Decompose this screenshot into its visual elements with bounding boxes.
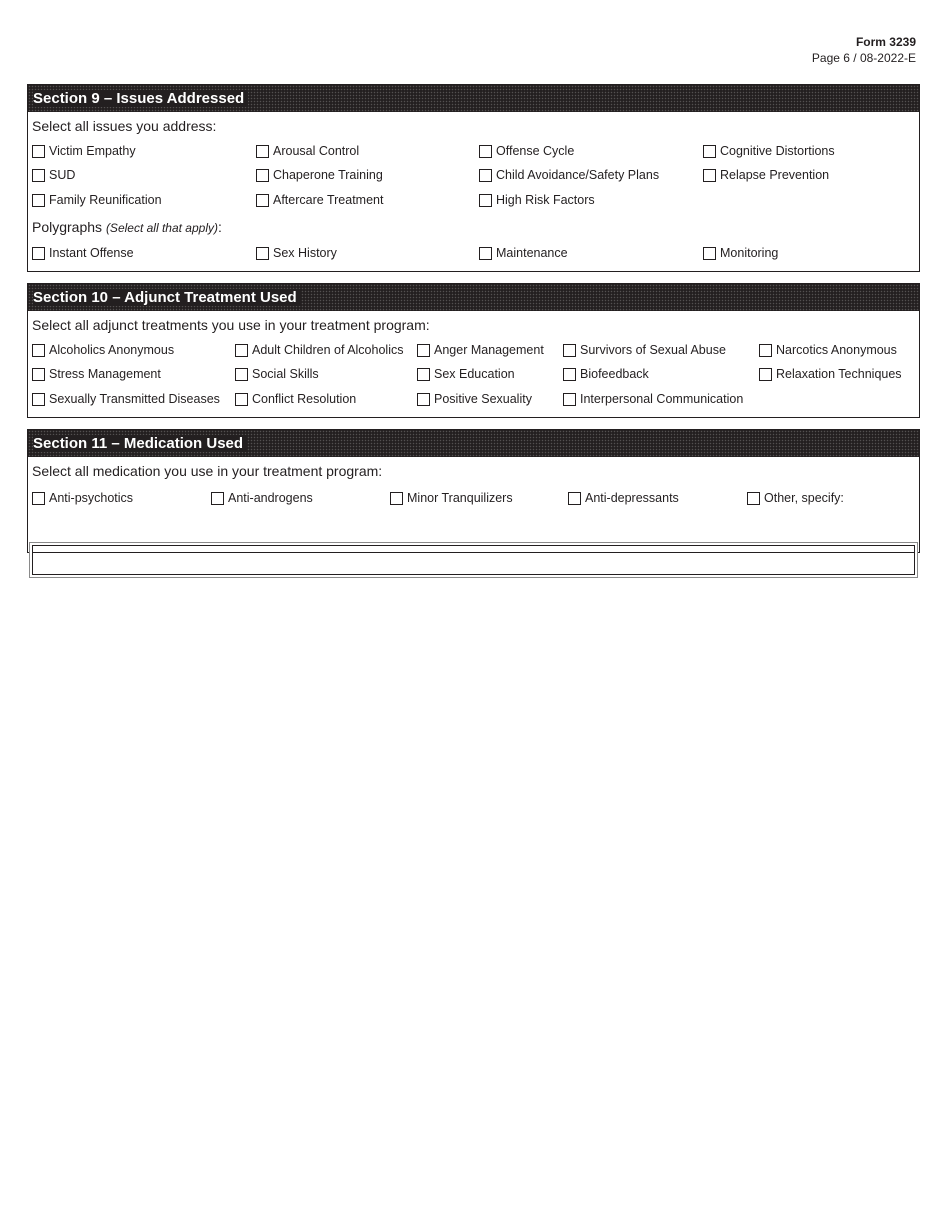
checkbox-box[interactable] <box>417 368 430 381</box>
checkbox-box[interactable] <box>703 247 716 260</box>
checkbox-box[interactable] <box>479 194 492 207</box>
checkbox-box[interactable] <box>32 169 45 182</box>
checkbox-box[interactable] <box>479 145 492 158</box>
checkbox-box[interactable] <box>32 393 45 406</box>
checkbox-box[interactable] <box>235 368 248 381</box>
checkbox-alcoholics-anonymous[interactable]: Alcoholics Anonymous <box>32 343 174 357</box>
checkbox-anti-androgens[interactable]: Anti-androgens <box>211 491 313 505</box>
checkbox-instant-offense[interactable]: Instant Offense <box>32 246 134 260</box>
section-9-lead: Select all issues you address: <box>32 118 217 134</box>
checkbox-offense-cycle[interactable]: Offense Cycle <box>479 144 574 158</box>
page-info: Page 6 / 08-2022-E <box>811 51 916 65</box>
checkbox-interpersonal-communication[interactable]: Interpersonal Communication <box>563 392 743 406</box>
checkbox-box[interactable] <box>256 247 269 260</box>
checkbox-adult-children-of-alcoholics[interactable]: Adult Children of Alcoholics <box>235 343 403 357</box>
checkbox-box[interactable] <box>563 368 576 381</box>
checkbox-minor-tranquilizers[interactable]: Minor Tranquilizers <box>390 491 513 505</box>
checkbox-box[interactable] <box>479 169 492 182</box>
form-header <box>812 34 916 66</box>
checkbox-relaxation-techniques[interactable]: Relaxation Techniques <box>759 367 902 381</box>
section-11 <box>27 429 920 553</box>
checkbox-box[interactable] <box>703 169 716 182</box>
checkbox-sexually-transmitted-diseases[interactable]: Sexually Transmitted Diseases <box>32 392 220 406</box>
section-10-lead: Select all adjunct treatments you use in your treatment program: <box>32 317 430 333</box>
section-9 <box>27 84 920 272</box>
checkbox-victim-empathy[interactable]: Victim Empathy <box>32 144 136 158</box>
section-9-title: Section 9 – Issues Addressed <box>28 85 919 112</box>
checkbox-biofeedback[interactable]: Biofeedback <box>563 367 649 381</box>
checkbox-positive-sexuality[interactable]: Positive Sexuality <box>417 392 532 406</box>
checkbox-child-avoidance-safety-plans[interactable]: Child Avoidance/Safety Plans <box>479 168 659 182</box>
section-10-title: Section 10 – Adjunct Treatment Used <box>28 284 919 311</box>
checkbox-arousal-control[interactable]: Arousal Control <box>256 144 359 158</box>
checkbox-box[interactable] <box>703 145 716 158</box>
section-11-lead: Select all medication you use in your treatment program: <box>32 463 383 479</box>
checkbox-chaperone-training[interactable]: Chaperone Training <box>256 168 383 182</box>
checkbox-box[interactable] <box>417 344 430 357</box>
checkbox-box[interactable] <box>479 247 492 260</box>
checkbox-box[interactable] <box>32 492 45 505</box>
checkbox-survivors-of-sexual-abuse[interactable]: Survivors of Sexual Abuse <box>563 343 726 357</box>
checkbox-narcotics-anonymous[interactable]: Narcotics Anonymous <box>759 343 897 357</box>
checkbox-anti-psychotics[interactable]: Anti-psychotics <box>32 491 133 505</box>
checkbox-social-skills[interactable]: Social Skills <box>235 367 319 381</box>
checkbox-box[interactable] <box>256 194 269 207</box>
checkbox-box[interactable] <box>235 393 248 406</box>
checkbox-box[interactable] <box>32 247 45 260</box>
polygraphs-label: Polygraphs (Select all that apply): <box>32 219 222 235</box>
checkbox-sud[interactable]: SUD <box>32 168 75 182</box>
section-10 <box>27 283 920 418</box>
checkbox-box[interactable] <box>759 368 772 381</box>
checkbox-box[interactable] <box>256 145 269 158</box>
checkbox-box[interactable] <box>417 393 430 406</box>
checkbox-sex-education[interactable]: Sex Education <box>417 367 515 381</box>
checkbox-box[interactable] <box>32 145 45 158</box>
checkbox-anti-depressants[interactable]: Anti-depressants <box>568 491 679 505</box>
checkbox-other-specify[interactable]: Other, specify: <box>747 491 844 505</box>
checkbox-sex-history[interactable]: Sex History <box>256 246 337 260</box>
other-specify-field[interactable] <box>32 545 915 575</box>
checkbox-box[interactable] <box>211 492 224 505</box>
checkbox-conflict-resolution[interactable]: Conflict Resolution <box>235 392 356 406</box>
checkbox-aftercare-treatment[interactable]: Aftercare Treatment <box>256 193 383 207</box>
checkbox-box[interactable] <box>568 492 581 505</box>
checkbox-anger-management[interactable]: Anger Management <box>417 343 544 357</box>
checkbox-box[interactable] <box>390 492 403 505</box>
checkbox-box[interactable] <box>563 393 576 406</box>
checkbox-monitoring[interactable]: Monitoring <box>703 246 778 260</box>
checkbox-box[interactable] <box>256 169 269 182</box>
checkbox-box[interactable] <box>235 344 248 357</box>
form-number: Form 3239 <box>855 35 916 49</box>
checkbox-maintenance[interactable]: Maintenance <box>479 246 568 260</box>
section-11-title: Section 11 – Medication Used <box>28 430 919 457</box>
checkbox-cognitive-distortions[interactable]: Cognitive Distortions <box>703 144 835 158</box>
checkbox-stress-management[interactable]: Stress Management <box>32 367 161 381</box>
checkbox-box[interactable] <box>32 368 45 381</box>
checkbox-box[interactable] <box>32 194 45 207</box>
checkbox-high-risk-factors[interactable]: High Risk Factors <box>479 193 595 207</box>
checkbox-box[interactable] <box>563 344 576 357</box>
checkbox-box[interactable] <box>32 344 45 357</box>
checkbox-family-reunification[interactable]: Family Reunification <box>32 193 162 207</box>
checkbox-box[interactable] <box>759 344 772 357</box>
checkbox-relapse-prevention[interactable]: Relapse Prevention <box>703 168 829 182</box>
checkbox-box[interactable] <box>747 492 760 505</box>
